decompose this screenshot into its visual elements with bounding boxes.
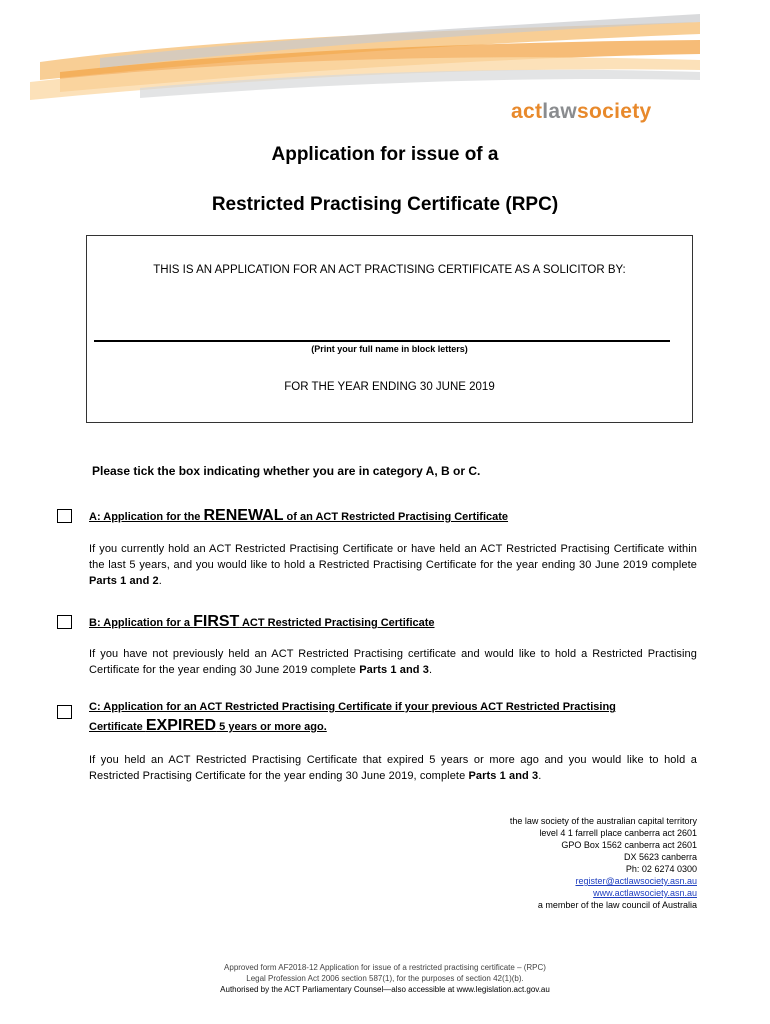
category-c-heading-line2: Certificate EXPIRED 5 years or more ago.: [89, 717, 327, 734]
logo-part-act: act: [511, 100, 543, 123]
category-a-description: If you currently hold an ACT Restricted Practising Certificate or have held an ACT Restricted Practising Certificate within the last 5 years, and you would like to hold a Restricted Practising Certificate for the year ending 30 June 2019 complete Parts 1 and 2.: [89, 543, 697, 587]
address-line: DX 5623 canberra: [623, 852, 697, 862]
applicant-box-heading: THIS IS AN APPLICATION FOR AN ACT PRACTISING CERTIFICATE AS A SOLICITOR BY:: [153, 264, 626, 276]
page-title-line2: Restricted Practising Certificate (RPC): [211, 194, 559, 215]
category-b-description: If you have not previously held an ACT Restricted Practising certificate and would like to hold a Restricted Practising Certificate for the year ending 30 June 2019 complete Parts 1 and 3.: [89, 648, 697, 676]
address-line: GPO Box 1562 canberra act 2601: [561, 840, 697, 850]
address-line: level 4 1 farrell place canberra act 2601: [539, 828, 697, 838]
footer-authorised: Authorised by the ACT Parliamentary Counsel—also accessible at www.legislation.act.gov.au: [220, 985, 550, 994]
year-ending-text: FOR THE YEAR ENDING 30 JUNE 2019: [284, 381, 495, 393]
phone-number: Ph: 02 6274 0300: [625, 864, 697, 874]
full-name-hint: (Print your full name in block letters): [311, 344, 468, 354]
website-link[interactable]: www.actlawsociety.asn.au: [593, 888, 697, 898]
full-name-field[interactable]: [94, 340, 670, 342]
category-c-heading-line1: C: Application for an ACT Restricted Practising Certificate if your previous ACT Restricted Practising: [89, 701, 616, 713]
category-b-checkbox[interactable]: [57, 615, 72, 629]
category-c-description: If you held an ACT Restricted Practising Certificate that expired 5 years or more ago and you would like to hold a Restricted Practising Certificate for the year ending 30 June 2019, complete Parts 1 and 3.: [89, 754, 697, 782]
category-b-heading: B: Application for a FIRST ACT Restricted Practising Certificate: [89, 613, 435, 630]
header-swoosh-graphic: [0, 0, 770, 110]
email-link[interactable]: register@actlawsociety.asn.au: [575, 876, 697, 886]
address-line: a member of the law council of Australia: [537, 900, 697, 910]
footer-approved-form: Approved form AF2018-12 Application for issue of a restricted practising certificate – (RPC): [224, 963, 546, 972]
logo-part-society: society: [577, 100, 652, 123]
footer-legislation: Legal Profession Act 2006 section 587(1), for the purposes of section 42(1)(b).: [246, 974, 524, 983]
page-title-line1: Application for issue of a: [271, 144, 499, 165]
category-a-checkbox[interactable]: [57, 509, 72, 523]
address-line: the law society of the australian capital territory: [509, 816, 697, 826]
society-address-block: [510, 815, 697, 911]
act-law-society-logo: [511, 100, 652, 124]
applicant-box: [86, 235, 693, 423]
category-a-heading: A: Application for the RENEWAL of an ACT Restricted Practising Certificate: [89, 507, 509, 524]
category-instruction: Please tick the box indicating whether you are in category A, B or C.: [92, 464, 481, 478]
logo-part-law: law: [542, 100, 578, 123]
category-c-checkbox[interactable]: [57, 705, 72, 719]
